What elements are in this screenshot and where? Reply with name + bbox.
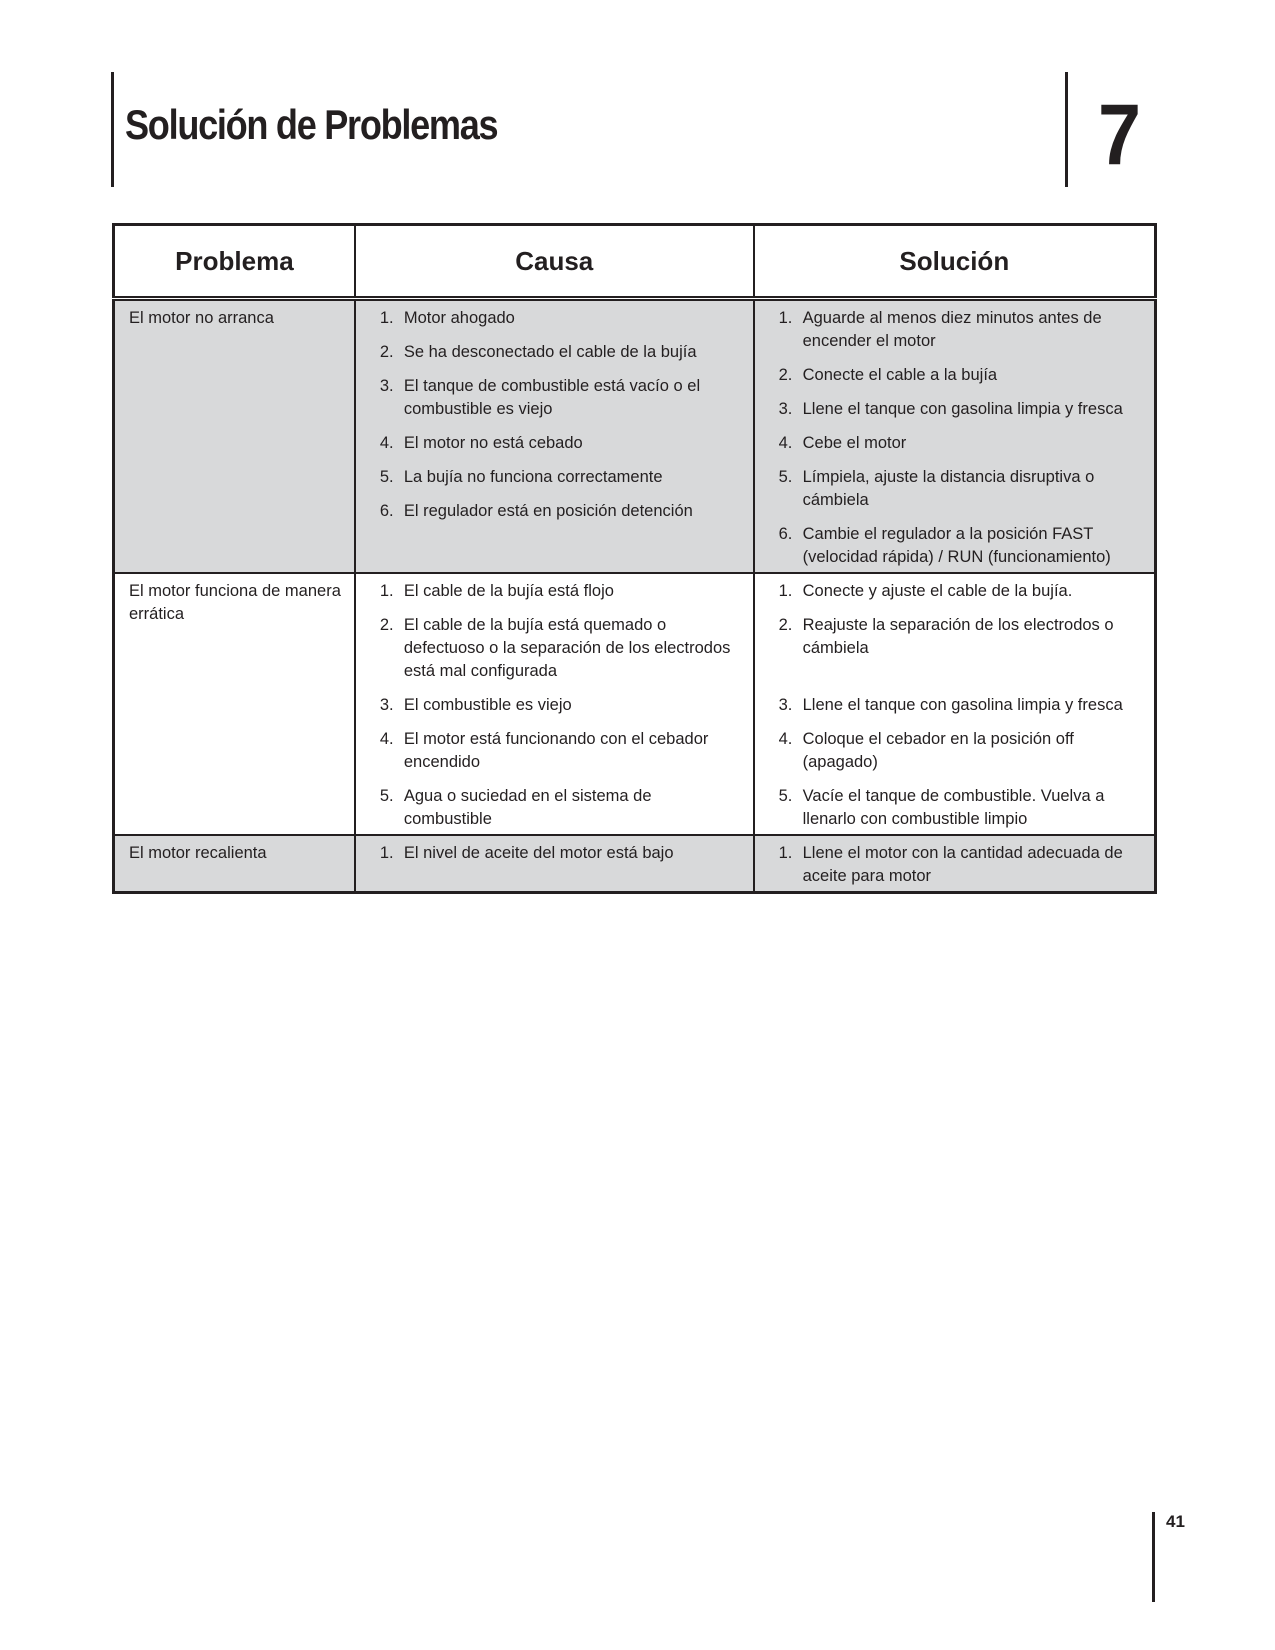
list-item [380,500,743,523]
item-number: 5. [778,787,793,805]
item-number: 5. [379,787,394,805]
item-number: 2. [778,366,793,384]
list-item [779,694,1144,717]
list-item [779,364,1144,387]
list-item [779,398,1144,421]
solution-list [769,307,1144,569]
list-item [779,728,1144,774]
item-text: Llene el tanque con gasolina limpia y fresca [802,400,1123,418]
list-item [779,785,1144,831]
item-text: El regulador está en posición detención [403,502,693,520]
list-item [380,432,743,455]
list-item [380,307,743,330]
cause-cell [355,299,754,574]
cause-list [370,842,743,865]
item-text: Llene el tanque con gasolina limpia y fresca [802,696,1123,714]
item-text: El nivel de aceite del motor está bajo [403,844,674,862]
cause-list [370,580,743,831]
cause-list [370,307,743,523]
item-text: El cable de la bujía está quemado o defectuoso o la separación de los electrodos está mal configurada [403,616,731,680]
list-item [779,307,1144,353]
list-item [380,341,743,364]
item-number: 4. [778,434,793,452]
item-number: 3. [778,400,793,418]
header-rule-left [111,72,114,187]
header-problem: Problema [114,225,355,299]
item-number: 3. [379,377,394,395]
solution-cell [754,573,1156,835]
header-rule-right [1065,72,1068,187]
header-cause: Causa [355,225,754,299]
problem-cell: El motor funciona de manera errática [114,573,355,835]
item-number: 2. [379,616,394,634]
list-item [779,614,1144,660]
item-number: 2. [379,343,394,361]
item-number: 4. [379,730,394,748]
troubleshooting-table [112,223,1157,894]
list-item [779,523,1144,569]
table-row [114,299,1156,574]
item-number: 6. [778,525,793,543]
item-number: 1. [379,309,394,327]
chapter-number: 7 [1098,87,1142,183]
page-title: Solución de Problemas [125,101,498,148]
item-number: 5. [379,468,394,486]
item-text: Aguarde al menos diez minutos antes de encender el motor [802,309,1102,350]
item-number: 4. [778,730,793,748]
footer-rule [1152,1512,1155,1602]
item-number: 1. [778,309,793,327]
item-text: Conecte y ajuste el cable de la bujía. [802,582,1073,600]
list-item [779,432,1144,455]
item-number: 1. [778,844,793,862]
item-number: 3. [778,696,793,714]
item-number: 6. [379,502,394,520]
table-row [114,835,1156,893]
list-item [779,580,1144,603]
list-item [380,375,743,421]
cause-cell [355,573,754,835]
item-text: Motor ahogado [403,309,515,327]
list-item [779,842,1144,888]
item-number: 1. [379,844,394,862]
table-header-row [114,225,1156,299]
solution-list [769,580,1144,831]
list-item [380,466,743,489]
item-text: Coloque el cebador en la posición off (apagado) [802,730,1074,771]
header-solution: Solución [754,225,1156,299]
item-text: El cable de la bujía está flojo [403,582,614,600]
list-item [380,580,743,603]
list-item [380,785,743,831]
item-number: 1. [379,582,394,600]
item-text: Vacíe el tanque de combustible. Vuelva a llenarlo con combustible limpio [802,787,1105,828]
problem-cell: El motor no arranca [114,299,355,574]
list-item [380,842,743,865]
list-item [380,694,743,717]
item-number: 4. [379,434,394,452]
item-text: El tanque de combustible está vacío o el combustible es viejo [403,377,701,418]
item-text: Conecte el cable a la bujía [802,366,998,384]
item-number: 1. [778,582,793,600]
problem-cell: El motor recalienta [114,835,355,893]
item-text: Llene el motor con la cantidad adecuada de aceite para motor [802,844,1123,885]
item-text: Reajuste la separación de los electrodos o cámbiela [802,616,1114,657]
item-text: El combustible es viejo [403,696,572,714]
solution-cell [754,299,1156,574]
cause-cell [355,835,754,893]
item-text: Cambie el regulador a la posición FAST (velocidad rápida) / RUN (funcionamiento) [802,525,1111,566]
item-text: Cebe el motor [802,434,907,452]
solution-list [769,842,1144,888]
item-text: El motor está funcionando con el cebador encendido [403,730,709,771]
item-number: 3. [379,696,394,714]
list-item [779,466,1144,512]
item-text: El motor no está cebado [403,434,583,452]
list-item [380,728,743,774]
solution-cell [754,835,1156,893]
page-number: 41 [1166,1512,1185,1531]
item-number: 5. [778,468,793,486]
list-item [380,614,743,683]
item-text: Límpiela, ajuste la distancia disruptiva o cámbiela [802,468,1095,509]
item-text: La bujía no funciona correctamente [403,468,663,486]
table-row [114,573,1156,835]
item-text: Se ha desconectado el cable de la bujía [403,343,697,361]
item-number: 2. [778,616,793,634]
item-text: Agua o suciedad en el sistema de combustible [403,787,652,828]
